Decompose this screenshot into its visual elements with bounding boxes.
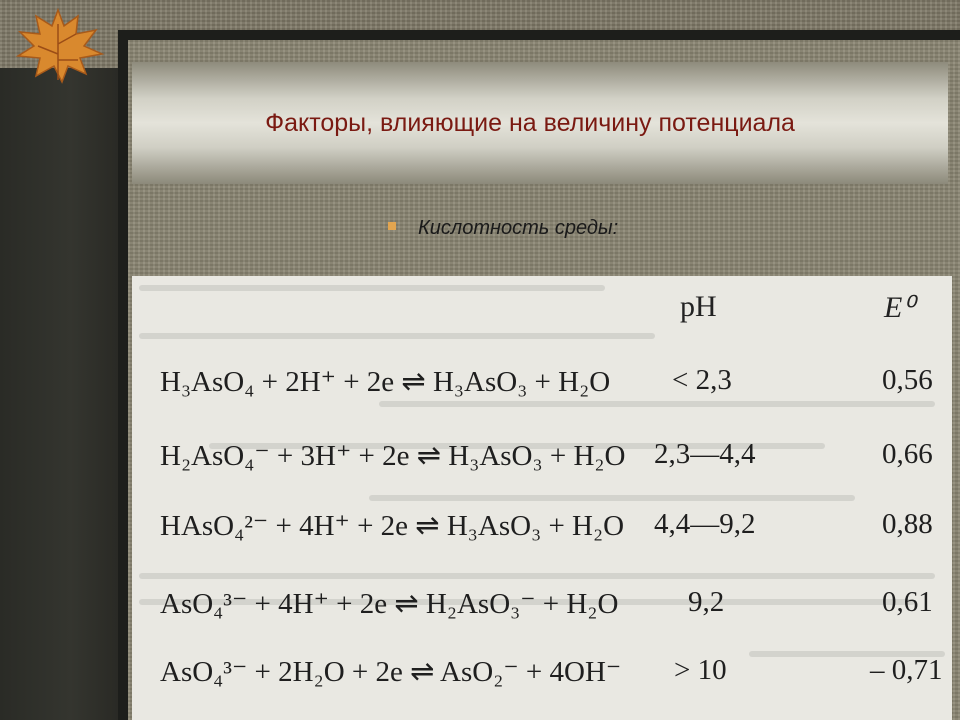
ph-value: < 2,3 bbox=[672, 364, 732, 396]
equation: HAsO₄²⁻ + 4H⁺ + 2e ⇌ H₃AsO₃ + H₂O bbox=[160, 510, 625, 542]
table-row bbox=[160, 508, 940, 562]
column-header-e0: E⁰ bbox=[884, 291, 915, 324]
table-row bbox=[160, 586, 940, 640]
ph-value: 2,3—4,4 bbox=[654, 438, 756, 470]
table-row bbox=[160, 438, 940, 492]
ph-value: > 10 bbox=[674, 654, 727, 686]
bullet-item bbox=[388, 217, 618, 240]
table-row bbox=[160, 364, 940, 418]
autumn-leaf-icon bbox=[6, 4, 110, 84]
table-row bbox=[160, 654, 943, 708]
equation: AsO₄³⁻ + 4H⁺ + 2e ⇌ H₂AsO₃⁻ + H₂O bbox=[160, 588, 619, 620]
column-header-ph: pH bbox=[680, 290, 717, 323]
e0-value: 0,66 bbox=[882, 438, 933, 470]
left-dark-bar bbox=[0, 68, 118, 720]
bullet-text: Кислотность среды: bbox=[418, 217, 619, 239]
ph-value: 9,2 bbox=[688, 586, 725, 618]
equation: H₃AsO₄ + 2H⁺ + 2e ⇌ H₃AsO₃ + H₂O bbox=[160, 366, 611, 398]
bullet-square-icon bbox=[388, 222, 396, 230]
e0-value: 0,61 bbox=[882, 586, 933, 618]
scanned-table-image bbox=[132, 276, 952, 720]
ph-value: 4,4—9,2 bbox=[654, 508, 756, 540]
e0-value: 0,56 bbox=[882, 364, 933, 396]
e0-value: – 0,71 bbox=[870, 654, 943, 686]
equation: H₂AsO₄⁻ + 3H⁺ + 2e ⇌ H₃AsO₃ + H₂O bbox=[160, 440, 626, 472]
equation: AsO₄³⁻ + 2H₂O + 2e ⇌ AsO₂⁻ + 4OH⁻ bbox=[160, 656, 622, 688]
slide-title: Факторы, влияющие на величину потенциала bbox=[265, 108, 795, 137]
e0-value: 0,88 bbox=[882, 508, 933, 540]
title-bar bbox=[132, 62, 948, 184]
